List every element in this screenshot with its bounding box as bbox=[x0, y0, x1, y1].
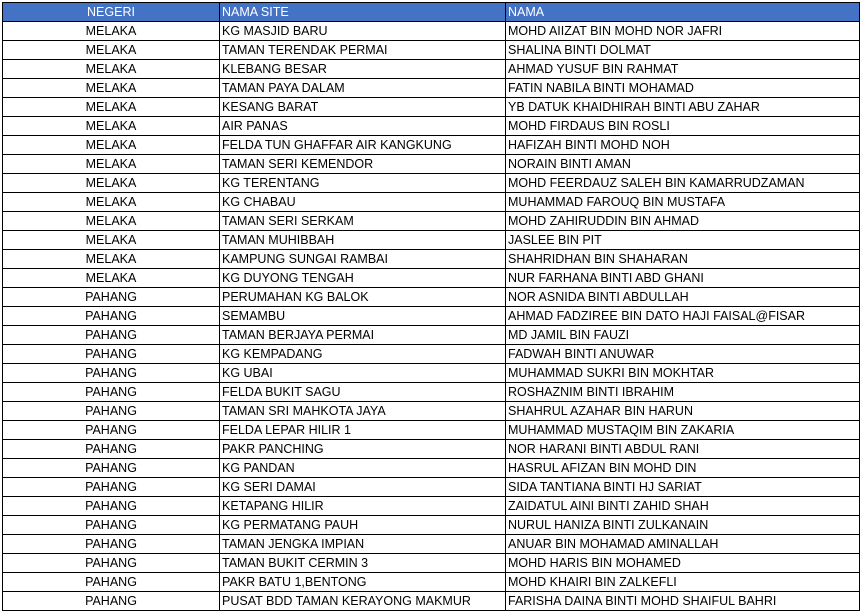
cell-negeri[interactable]: MELAKA bbox=[3, 79, 220, 98]
cell-nama[interactable]: HASRUL AFIZAN BIN MOHD DIN bbox=[506, 459, 860, 478]
cell-nama[interactable]: MUHAMMAD SUKRI BIN MOKHTAR bbox=[506, 364, 860, 383]
cell-nama-site[interactable]: PAKR BATU 1,BENTONG bbox=[220, 573, 506, 592]
cell-negeri[interactable]: MELAKA bbox=[3, 136, 220, 155]
table-row bbox=[3, 22, 860, 41]
table-row bbox=[3, 41, 860, 60]
cell-nama-site[interactable]: KG KEMPADANG bbox=[220, 345, 506, 364]
cell-nama[interactable]: SHAHRIDHAN BIN SHAHARAN bbox=[506, 250, 860, 269]
table-row bbox=[3, 497, 860, 516]
cell-negeri[interactable]: PAHANG bbox=[3, 535, 220, 554]
table-row bbox=[3, 402, 860, 421]
cell-nama-site[interactable]: KG PERMATANG PAUH bbox=[220, 516, 506, 535]
cell-nama[interactable]: NOR HARANI BINTI ABDUL RANI bbox=[506, 440, 860, 459]
cell-nama-site[interactable]: TAMAN BUKIT CERMIN 3 bbox=[220, 554, 506, 573]
table-row bbox=[3, 459, 860, 478]
cell-negeri[interactable]: MELAKA bbox=[3, 193, 220, 212]
header-row bbox=[3, 3, 860, 22]
cell-nama[interactable]: MOHD FIRDAUS BIN ROSLI bbox=[506, 117, 860, 136]
cell-negeri[interactable]: PAHANG bbox=[3, 497, 220, 516]
table-row bbox=[3, 592, 860, 611]
cell-nama-site[interactable]: KAMPUNG SUNGAI RAMBAI bbox=[220, 250, 506, 269]
table-row bbox=[3, 345, 860, 364]
cell-nama-site[interactable]: KG TERENTANG bbox=[220, 174, 506, 193]
cell-nama[interactable]: MOHD AIIZAT BIN MOHD NOR JAFRI bbox=[506, 22, 860, 41]
cell-nama-site[interactable]: KG DUYONG TENGAH bbox=[220, 269, 506, 288]
cell-negeri[interactable]: MELAKA bbox=[3, 117, 220, 136]
cell-negeri[interactable]: MELAKA bbox=[3, 155, 220, 174]
table-row bbox=[3, 79, 860, 98]
cell-nama-site[interactable]: PERUMAHAN KG BALOK bbox=[220, 288, 506, 307]
cell-negeri[interactable]: PAHANG bbox=[3, 554, 220, 573]
header-nama[interactable]: NAMA bbox=[506, 3, 860, 22]
table-row bbox=[3, 288, 860, 307]
table-row bbox=[3, 440, 860, 459]
cell-negeri[interactable]: MELAKA bbox=[3, 41, 220, 60]
cell-nama[interactable]: SHAHRUL AZAHAR BIN HARUN bbox=[506, 402, 860, 421]
table-row bbox=[3, 212, 860, 231]
table-row bbox=[3, 269, 860, 288]
table-row bbox=[3, 554, 860, 573]
spreadsheet bbox=[2, 2, 859, 611]
cell-nama[interactable]: ROSHAZNIM BINTI IBRAHIM bbox=[506, 383, 860, 402]
cell-nama-site[interactable]: KG SERI DAMAI bbox=[220, 478, 506, 497]
cell-nama-site[interactable]: TAMAN SERI KEMENDOR bbox=[220, 155, 506, 174]
cell-negeri[interactable]: MELAKA bbox=[3, 269, 220, 288]
table-row bbox=[3, 573, 860, 592]
cell-nama-site[interactable]: FELDA TUN GHAFFAR AIR KANGKUNG bbox=[220, 136, 506, 155]
cell-negeri[interactable]: PAHANG bbox=[3, 288, 220, 307]
cell-nama[interactable]: NOR ASNIDA BINTI ABDULLAH bbox=[506, 288, 860, 307]
table-row bbox=[3, 250, 860, 269]
table-row bbox=[3, 117, 860, 136]
table-row bbox=[3, 383, 860, 402]
cell-nama-site[interactable]: AIR PANAS bbox=[220, 117, 506, 136]
cell-negeri[interactable]: PAHANG bbox=[3, 516, 220, 535]
cell-negeri[interactable]: MELAKA bbox=[3, 250, 220, 269]
table-row bbox=[3, 174, 860, 193]
cell-negeri[interactable]: PAHANG bbox=[3, 307, 220, 326]
cell-nama-site[interactable]: TAMAN MUHIBBAH bbox=[220, 231, 506, 250]
cell-nama-site[interactable]: TAMAN SRI MAHKOTA JAYA bbox=[220, 402, 506, 421]
cell-negeri[interactable]: MELAKA bbox=[3, 22, 220, 41]
cell-nama[interactable]: MUHAMMAD MUSTAQIM BIN ZAKARIA bbox=[506, 421, 860, 440]
cell-nama[interactable]: FATIN NABILA BINTI MOHAMAD bbox=[506, 79, 860, 98]
cell-negeri[interactable]: PAHANG bbox=[3, 326, 220, 345]
cell-nama[interactable]: NORAIN BINTI AMAN bbox=[506, 155, 860, 174]
cell-nama-site[interactable]: KG UBAI bbox=[220, 364, 506, 383]
table-body bbox=[3, 22, 860, 611]
cell-nama[interactable]: MOHD ZAHIRUDDIN BIN AHMAD bbox=[506, 212, 860, 231]
cell-nama-site[interactable]: FELDA BUKIT SAGU bbox=[220, 383, 506, 402]
table-row bbox=[3, 326, 860, 345]
cell-nama-site[interactable]: TAMAN PAYA DALAM bbox=[220, 79, 506, 98]
cell-nama[interactable]: SHALINA BINTI DOLMAT bbox=[506, 41, 860, 60]
cell-nama[interactable]: FARISHA DAINA BINTI MOHD SHAIFUL BAHRI bbox=[506, 592, 860, 611]
cell-negeri[interactable]: PAHANG bbox=[3, 573, 220, 592]
cell-nama[interactable]: MD JAMIL BIN FAUZI bbox=[506, 326, 860, 345]
cell-nama[interactable]: MOHD HARIS BIN MOHAMED bbox=[506, 554, 860, 573]
cell-negeri[interactable]: PAHANG bbox=[3, 592, 220, 611]
cell-nama-site[interactable]: TAMAN BERJAYA PERMAI bbox=[220, 326, 506, 345]
table-row bbox=[3, 60, 860, 79]
cell-negeri[interactable]: MELAKA bbox=[3, 212, 220, 231]
header-negeri[interactable]: NEGERI bbox=[3, 3, 220, 22]
cell-nama-site[interactable]: KG MASJID BARU bbox=[220, 22, 506, 41]
cell-nama-site[interactable]: TAMAN TERENDAK PERMAI bbox=[220, 41, 506, 60]
cell-negeri[interactable]: PAHANG bbox=[3, 440, 220, 459]
table-row bbox=[3, 155, 860, 174]
cell-nama[interactable]: MOHD FEERDAUZ SALEH BIN KAMARRUDZAMAN bbox=[506, 174, 860, 193]
cell-negeri[interactable]: PAHANG bbox=[3, 345, 220, 364]
cell-nama-site[interactable]: PAKR PANCHING bbox=[220, 440, 506, 459]
table-row bbox=[3, 478, 860, 497]
cell-nama-site[interactable]: SEMAMBU bbox=[220, 307, 506, 326]
cell-nama[interactable]: HAFIZAH BINTI MOHD NOH bbox=[506, 136, 860, 155]
cell-negeri[interactable]: MELAKA bbox=[3, 60, 220, 79]
cell-nama[interactable]: YB DATUK KHAIDHIRAH BINTI ABU ZAHAR bbox=[506, 98, 860, 117]
cell-negeri[interactable]: PAHANG bbox=[3, 478, 220, 497]
table-row bbox=[3, 193, 860, 212]
table-row bbox=[3, 535, 860, 554]
table-row bbox=[3, 231, 860, 250]
cell-negeri[interactable]: MELAKA bbox=[3, 98, 220, 117]
table-row bbox=[3, 98, 860, 117]
cell-nama[interactable]: ANUAR BIN MOHAMAD AMINALLAH bbox=[506, 535, 860, 554]
cell-nama-site[interactable]: KETAPANG HILIR bbox=[220, 497, 506, 516]
cell-nama[interactable]: FADWAH BINTI ANUWAR bbox=[506, 345, 860, 364]
cell-nama[interactable]: AHMAD YUSUF BIN RAHMAT bbox=[506, 60, 860, 79]
table-row bbox=[3, 364, 860, 383]
cell-nama[interactable]: ZAIDATUL AINI BINTI ZAHID SHAH bbox=[506, 497, 860, 516]
table-row bbox=[3, 421, 860, 440]
cell-nama[interactable]: AHMAD FADZIREE BIN DATO HAJI FAISAL@FISAR bbox=[506, 307, 860, 326]
cell-nama-site[interactable]: FELDA LEPAR HILIR 1 bbox=[220, 421, 506, 440]
cell-nama-site[interactable]: KESANG BARAT bbox=[220, 98, 506, 117]
cell-negeri[interactable]: MELAKA bbox=[3, 174, 220, 193]
cell-nama-site[interactable]: TAMAN SERI SERKAM bbox=[220, 212, 506, 231]
table-header bbox=[3, 3, 860, 22]
cell-negeri[interactable]: PAHANG bbox=[3, 421, 220, 440]
data-table bbox=[2, 2, 860, 611]
table-row bbox=[3, 136, 860, 155]
cell-nama[interactable]: MUHAMMAD FAROUQ BIN MUSTAFA bbox=[506, 193, 860, 212]
cell-nama-site[interactable]: PUSAT BDD TAMAN KERAYONG MAKMUR bbox=[220, 592, 506, 611]
cell-nama[interactable]: NUR FARHANA BINTI ABD GHANI bbox=[506, 269, 860, 288]
cell-negeri[interactable]: MELAKA bbox=[3, 231, 220, 250]
cell-nama[interactable]: NURUL HANIZA BINTI ZULKANAIN bbox=[506, 516, 860, 535]
cell-nama[interactable]: SIDA TANTIANA BINTI HJ SARIAT bbox=[506, 478, 860, 497]
cell-negeri[interactable]: PAHANG bbox=[3, 383, 220, 402]
cell-nama-site[interactable]: KG PANDAN bbox=[220, 459, 506, 478]
cell-negeri[interactable]: PAHANG bbox=[3, 459, 220, 478]
cell-negeri[interactable]: PAHANG bbox=[3, 402, 220, 421]
cell-negeri[interactable]: PAHANG bbox=[3, 364, 220, 383]
cell-nama-site[interactable]: KLEBANG BESAR bbox=[220, 60, 506, 79]
table-row bbox=[3, 516, 860, 535]
cell-nama-site[interactable]: KG CHABAU bbox=[220, 193, 506, 212]
cell-nama[interactable]: MOHD KHAIRI BIN ZALKEFLI bbox=[506, 573, 860, 592]
table-row bbox=[3, 307, 860, 326]
header-nama-site[interactable]: NAMA SITE bbox=[220, 3, 506, 22]
cell-nama-site[interactable]: TAMAN JENGKA IMPIAN bbox=[220, 535, 506, 554]
cell-nama[interactable]: JASLEE BIN PIT bbox=[506, 231, 860, 250]
